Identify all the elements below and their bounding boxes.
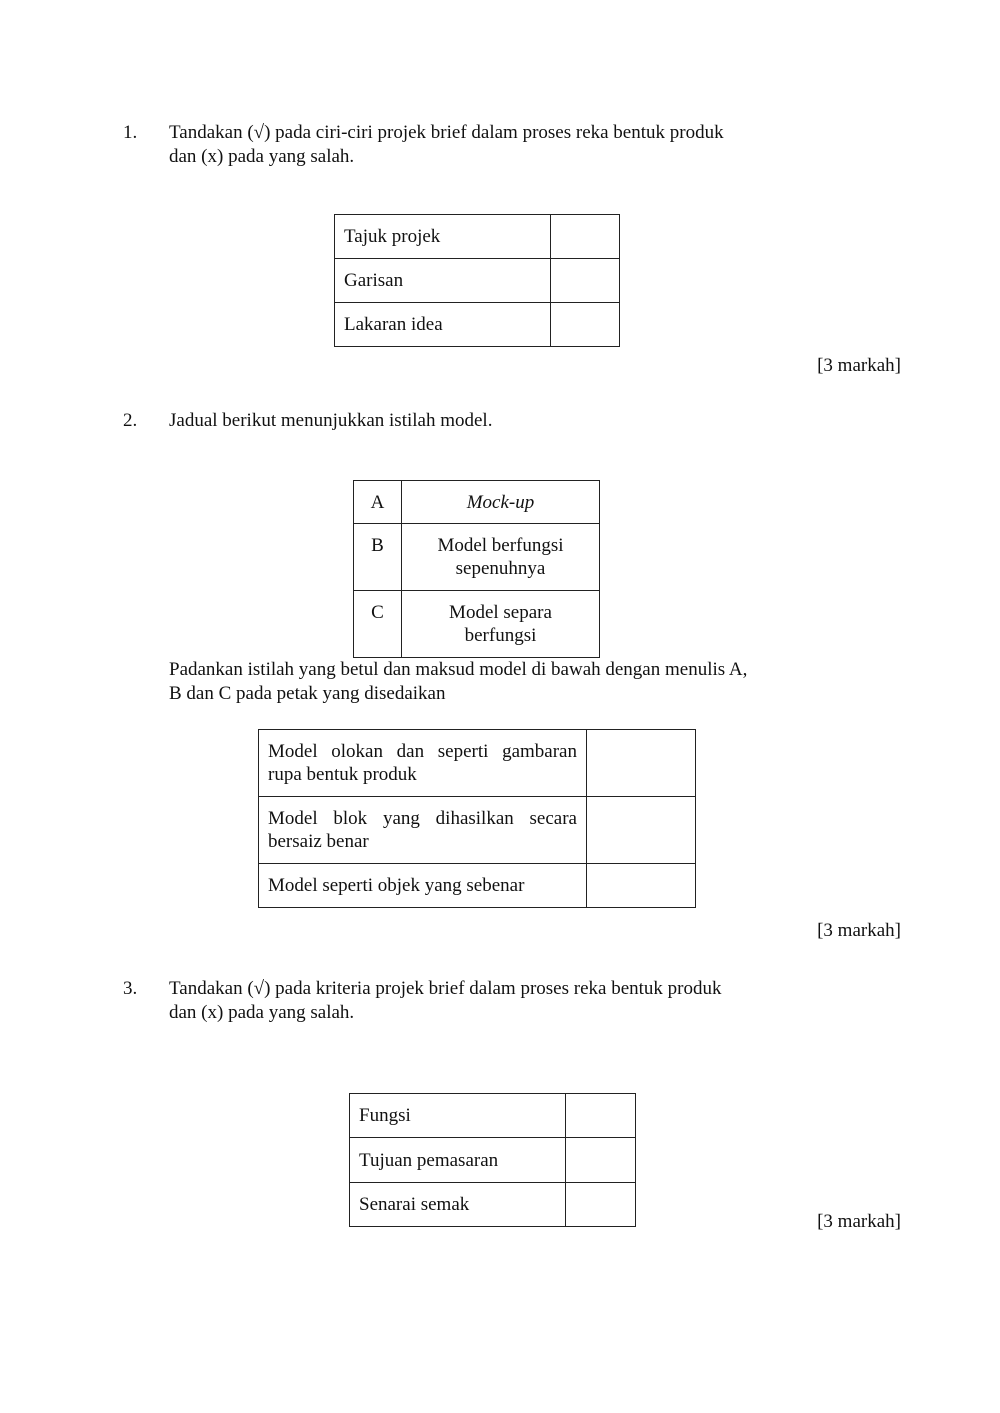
question-2-text: Jadual berikut menunjukkan istilah model. — [169, 410, 493, 431]
term-name: Model berfungsi sepenuhnya — [402, 524, 600, 591]
q1-item: Garisan — [335, 259, 551, 303]
term-name: Mock-up — [402, 481, 600, 524]
question-3-number: 3. — [123, 978, 138, 999]
question-1-marks: [3 markah] — [817, 355, 901, 376]
q2-answer-box[interactable] — [587, 864, 696, 908]
q3-item: Tujuan pemasaran — [350, 1138, 566, 1183]
term-letter: C — [354, 591, 402, 658]
q3-item: Senarai semak — [350, 1183, 566, 1227]
question-3-text-line1: Tandakan (√) pada kriteria projek brief dalam proses reka bentuk produk — [169, 978, 722, 999]
q1-item: Tajuk projek — [335, 215, 551, 259]
term-letter: A — [354, 481, 402, 524]
question-2-instruction-line1: Padankan istilah yang betul dan maksud model di bawah dengan menulis A, — [169, 659, 748, 680]
question-2-instruction-line2: B dan C pada petak yang disedaikan — [169, 683, 446, 704]
q2-answer-box[interactable] — [587, 730, 696, 797]
q2-description: Model seperti objek yang sebenar — [259, 864, 587, 908]
term-name: Model separa berfungsi — [402, 591, 600, 658]
q2-description: Model blok yang dihasilkan secara bersaiz benar — [259, 797, 587, 864]
q1-answer-box[interactable] — [551, 303, 620, 347]
q2-description: Model olokan dan seperti gambaran rupa bentuk produk — [259, 730, 587, 797]
question-2-number: 2. — [123, 410, 138, 431]
q1-answer-box[interactable] — [551, 259, 620, 303]
question-2-match-table — [258, 729, 696, 908]
model-terms-table — [353, 480, 600, 658]
question-3-marks: [3 markah] — [817, 1211, 901, 1232]
q3-answer-box[interactable] — [566, 1094, 636, 1138]
q3-item: Fungsi — [350, 1094, 566, 1138]
question-1-text-line2: dan (x) pada yang salah. — [169, 146, 355, 167]
question-1-table — [334, 214, 620, 347]
question-1-text-line1: Tandakan (√) pada ciri-ciri projek brief dalam proses reka bentuk produk — [169, 122, 724, 143]
term-letter: B — [354, 524, 402, 591]
q1-item: Lakaran idea — [335, 303, 551, 347]
question-1-number: 1. — [123, 122, 138, 143]
question-3-table — [349, 1093, 636, 1227]
q3-answer-box[interactable] — [566, 1183, 636, 1227]
q1-answer-box[interactable] — [551, 215, 620, 259]
question-2-marks: [3 markah] — [817, 920, 901, 941]
question-3-text-line2: dan (x) pada yang salah. — [169, 1002, 355, 1023]
q3-answer-box[interactable] — [566, 1138, 636, 1183]
q2-answer-box[interactable] — [587, 797, 696, 864]
